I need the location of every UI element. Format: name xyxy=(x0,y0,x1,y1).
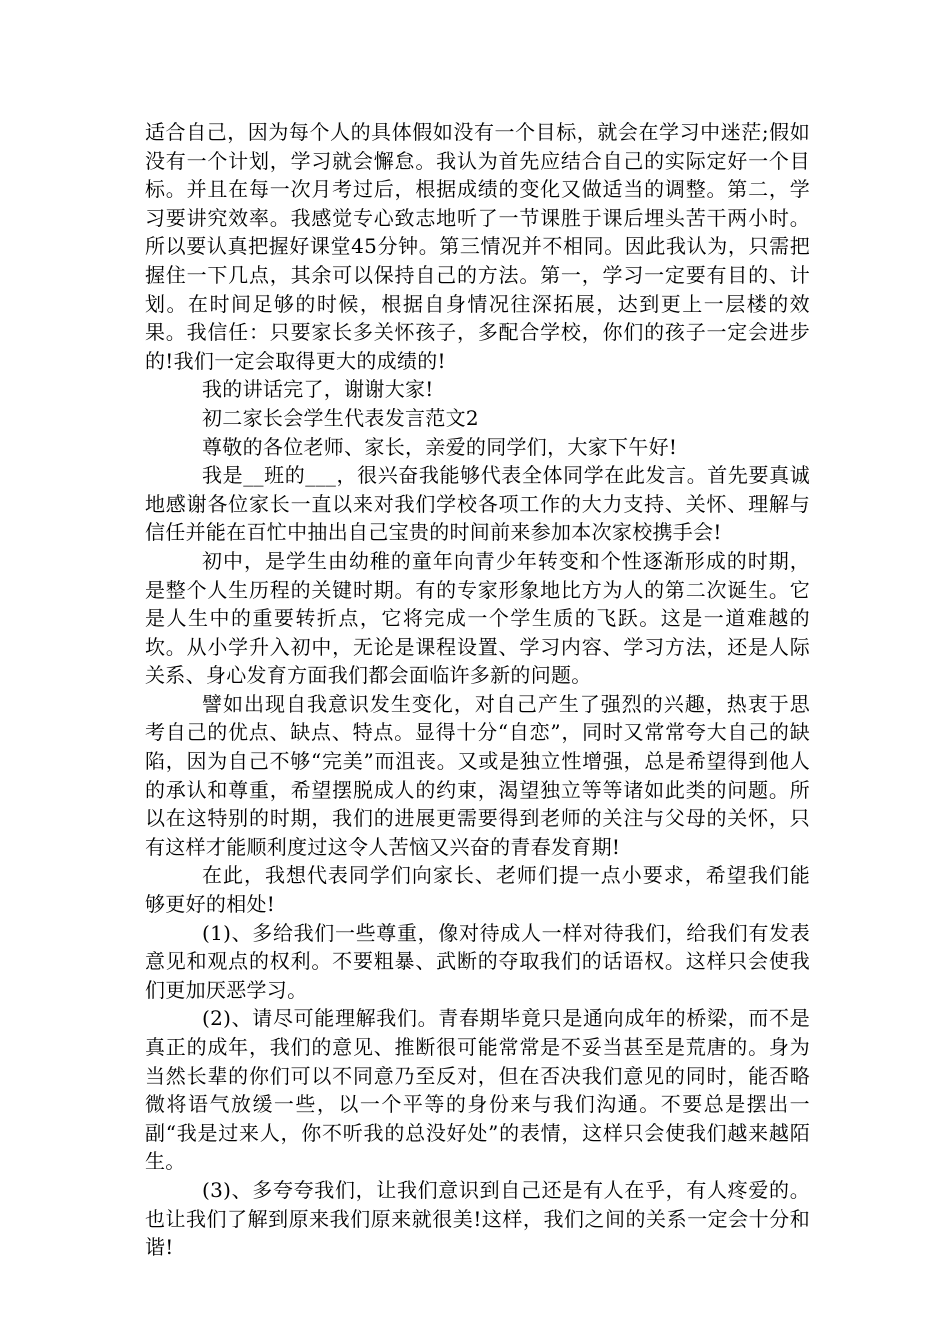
paragraph-self-awareness: 譬如出现自我意识发生变化，对自己产生了强烈的兴趣，热衷于思考自己的优点、缺点、特点。显得十分“自恋”，同时又常常夸大自己的缺陷，因为自己不够“完美”而沮丧。又或是独立性增强，总是希望得到他人的承认和尊重，希望摆脱成人的约束，渴望独立等等诸如此类的问题。所以在这特别的时期，我们的进展更需要得到老师的关注与父母的关怀，只有这样才能顺利度过这令人苦恼又兴奋的青春发育期! xyxy=(145,691,810,859)
request-item-1: (1)、多给我们一些尊重，像对待成人一样对待我们，给我们有发表意见和观点的权利。不要粗暴、武断的夺取我们的话语权。这样只会使我们更加厌恶学习。 xyxy=(145,920,810,1002)
paragraph-requests-intro: 在此，我想代表同学们向家长、老师们提一点小要求，希望我们能够更好的相处! xyxy=(145,863,810,917)
paragraph-closing: 我的讲话完了，谢谢大家! xyxy=(202,377,434,402)
document-body xyxy=(145,118,810,1262)
paragraph-1: 适合自己，因为每个人的具体假如没有一个目标，就会在学习中迷茫;假如没有一个计划，学习就会懈怠。我认为首先应结合自己的实际定好一个目标。并且在每一次月考过后，根据成绩的变化又做适当的调整。第二，学习要讲究效率。我感觉专心致志地听了一节课胜于课后埋头苦干两小时。所以要认真把握好课堂45分钟。第三情况并不相同。因此我认为，只需把握住一下几点，其余可以保持自己的方法。第一，学习一定要有目的、计划。在时间足够的时候，根据自身情况往深拓展，达到更上一层楼的效果。我信任：只要家长多关怀孩子，多配合学校，你们的孩子一定会进步的!我们一定会取得更大的成绩的! xyxy=(145,120,810,373)
request-item-2: (2)、请尽可能理解我们。青春期毕竟只是通向成年的桥梁，而不是真正的成年，我们的意见、推断很可能常常是不妥当甚至是荒唐的。身为当然长辈的你们可以不同意乃至反对，但在否决我们意见的同时，能否略微将语气放缓一些，以一个平等的身份来与我们沟通。不要总是摆出一副“我是过来人，你不听我的总没好处”的表情，这样只会使我们越来越陌生。 xyxy=(145,1006,810,1174)
paragraph-greeting: 尊敬的各位老师、家长，亲爱的同学们，大家下午好! xyxy=(202,434,678,459)
section-title: 初二家长会学生代表发言范文2 xyxy=(202,405,479,430)
request-item-3: (3)、多夸夸我们，让我们意识到自己还是有人在乎，有人疼爱的。也让我们了解到原来我们原来就很美!这样，我们之间的关系一定会十分和谐! xyxy=(145,1177,810,1260)
paragraph-intro: 我是__班的___，很兴奋我能够代表全体同学在此发言。首先要真诚地感谢各位家长一直以来对我们学校各项工作的大力支持、关怀、理解与信任并能在百忙中抽出自己宝贵的时间前来参加本次家校携手会! xyxy=(145,463,810,545)
paragraph-junior-high: 初中，是学生由幼稚的童年向青少年转变和个性逐渐形成的时期，是整个人生历程的关键时期。有的专家形象地比方为人的第二次诞生。它是人生中的重要转折点，它将完成一个学生质的飞跃。这是一道难越的坎。从小学升入初中，无论是课程设置、学习内容、学习方法，还是人际关系、身心发育方面我们都会面临许多新的问题。 xyxy=(145,548,810,688)
